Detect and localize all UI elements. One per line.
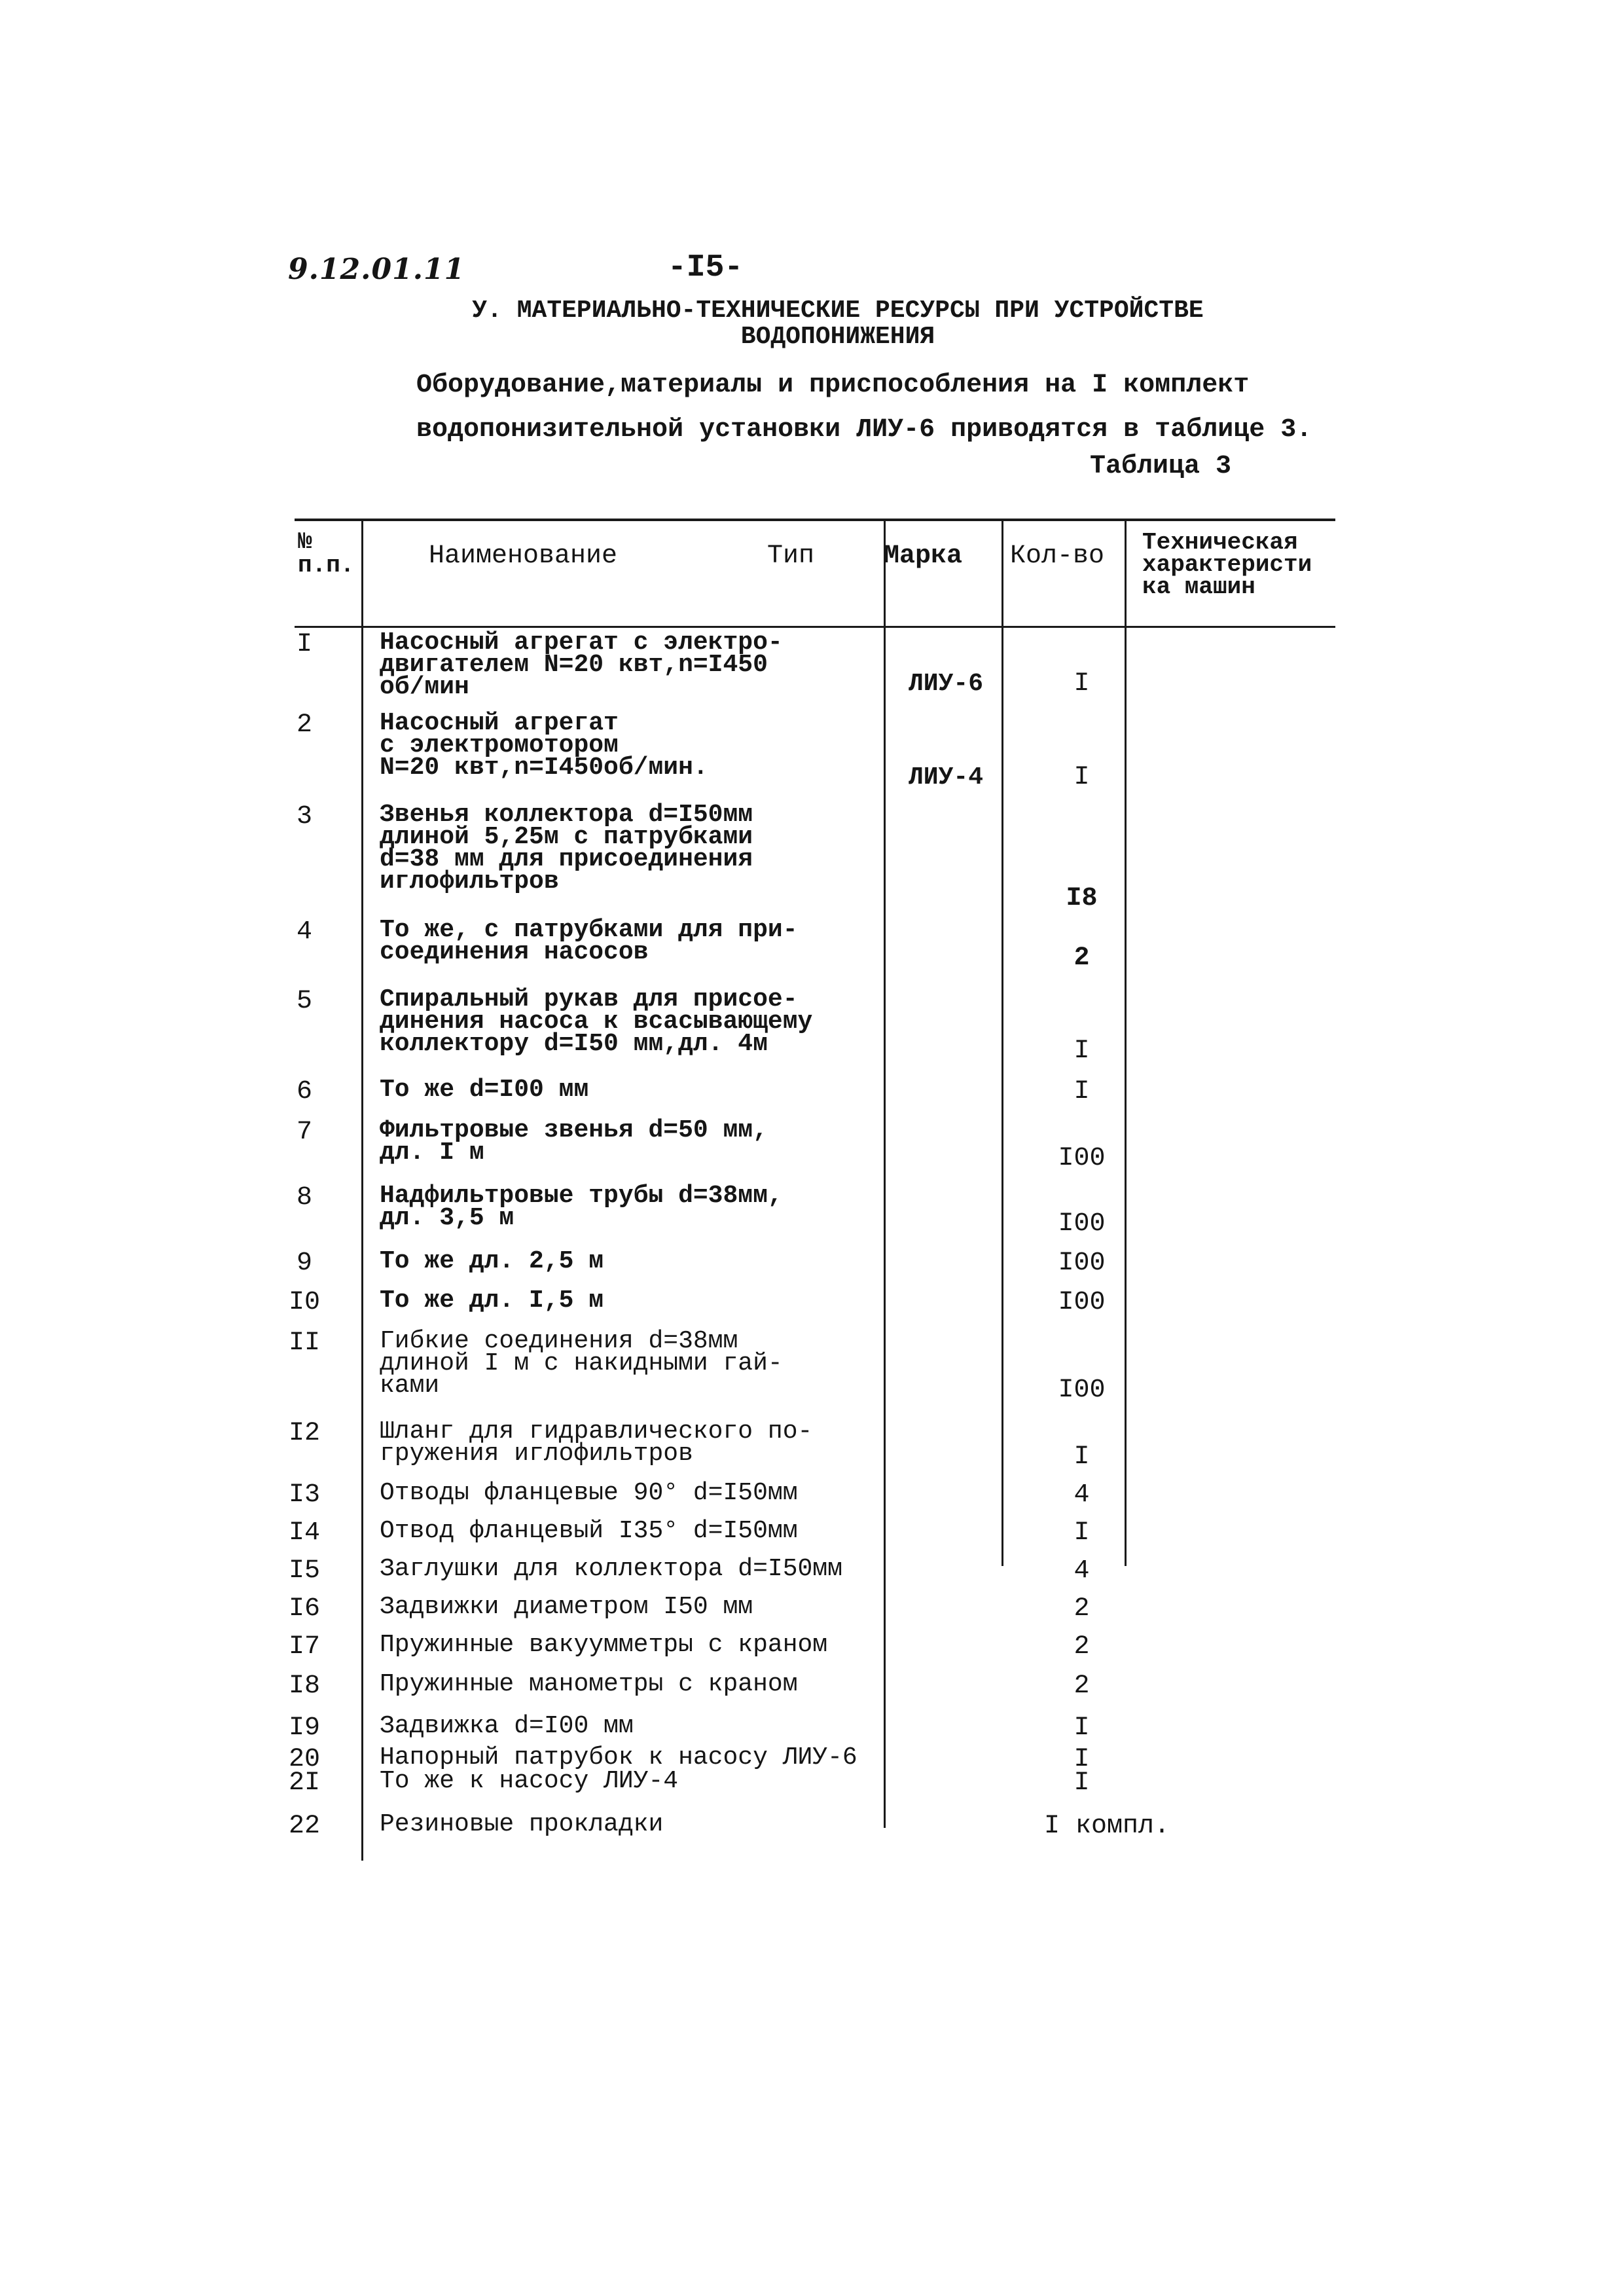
row-number: 7 <box>296 1118 312 1147</box>
table-label: Таблица 3 <box>1090 452 1232 481</box>
row-name: То же к насосу ЛИУ-4 <box>380 1767 679 1795</box>
row-qty: I <box>1074 1442 1090 1472</box>
row-name: Заглушки для коллектора d=I50мм <box>380 1555 842 1583</box>
intro-paragraph: Оборудование,материалы и приспособления на I комплект водопонизительной установки ЛИУ-6 приводятся в таблице 3. <box>416 371 1312 445</box>
table-header-bottom-border <box>295 626 1335 628</box>
row-number: 4 <box>296 917 312 947</box>
row-number: I2 <box>288 1419 320 1448</box>
row-qty: I <box>1074 1518 1090 1548</box>
row-qty: 2 <box>1074 1632 1090 1662</box>
row-name: Гибкие соединения d=38мм длиной I м с накидными гай- ками <box>380 1327 783 1400</box>
row-qty: 2 <box>1074 1671 1090 1701</box>
document-code: 9.12.01.11 <box>288 253 465 286</box>
row-qty: 4 <box>1074 1556 1090 1586</box>
row-qty: I компл. <box>1044 1812 1170 1841</box>
row-name: Спиральный рукав для присое- динения насоса к всасывающему коллектору d=I50 мм,дл. 4м <box>380 985 813 1058</box>
row-name: Насосный агрегат с электромотором N=20 квт,n=I450об/мин. <box>380 709 708 782</box>
row-name: Пружинные манометры с краном <box>380 1670 798 1698</box>
row-qty: I00 <box>1058 1376 1106 1405</box>
row-mark: ЛИУ-6 <box>908 670 984 698</box>
row-qty: I <box>1074 763 1090 792</box>
row-name: То же дл. 2,5 м <box>380 1247 604 1275</box>
row-name: Задвижки диаметром I50 мм <box>380 1593 753 1621</box>
row-qty: I00 <box>1058 1248 1106 1278</box>
column-divider-1 <box>361 519 363 1861</box>
row-number: I9 <box>288 1713 320 1743</box>
row-qty: I <box>1074 1745 1090 1774</box>
header-name: Наименование <box>429 541 618 571</box>
section-title: У. МАТЕРИАЛЬНО-ТЕХНИЧЕСКИЕ РЕСУРСЫ ПРИ УСТРОЙСТВЕ ВОДОПОНИЖЕНИЯ <box>472 297 1204 351</box>
row-number: 20 <box>288 1745 320 1774</box>
header-qty: Кол-во <box>1010 541 1105 571</box>
row-qty: I <box>1074 1036 1090 1066</box>
row-mark: ЛИУ-4 <box>908 763 984 792</box>
row-number: 3 <box>296 802 312 831</box>
row-number: 2 <box>296 710 312 740</box>
row-number: 9 <box>296 1248 312 1278</box>
row-qty: I <box>1074 1713 1090 1743</box>
header-number: № п.п. <box>298 528 355 579</box>
page-number: -I5- <box>668 250 744 285</box>
row-number: I8 <box>288 1671 320 1701</box>
row-number: I7 <box>288 1632 320 1662</box>
header-mark: Марка <box>884 541 963 571</box>
column-divider-3 <box>1001 519 1003 1566</box>
row-number: 2I <box>288 1768 320 1798</box>
row-name: То же d=I00 мм <box>380 1076 589 1104</box>
row-qty: I <box>1074 1077 1090 1106</box>
row-name: Звенья коллектора d=I50мм длиной 5,25м с патрубками d=38 мм для присоединения иглофильтров <box>380 801 753 896</box>
row-qty: 2 <box>1074 943 1090 973</box>
row-number: 5 <box>296 987 312 1016</box>
row-qty: 2 <box>1074 1594 1090 1624</box>
row-number: 6 <box>296 1077 312 1106</box>
row-name: Шланг для гидравлического по- гружения иглофильтров <box>380 1417 813 1468</box>
row-name: Надфильтровые трубы d=38мм, дл. 3,5 м <box>380 1182 783 1232</box>
row-name: Задвижка d=I00 мм <box>380 1712 634 1740</box>
row-number: I0 <box>288 1288 320 1317</box>
row-name: Отвод фланцевый I35° d=I50мм <box>380 1517 798 1545</box>
header-type: Тип <box>767 541 815 571</box>
row-number: I3 <box>288 1480 320 1510</box>
row-number: I <box>296 630 312 659</box>
row-name: Фильтровые звенья d=50 мм, дл. I м <box>380 1116 768 1167</box>
row-number: 8 <box>296 1183 312 1212</box>
row-name: То же, с патрубками для при- соединения насосов <box>380 916 798 966</box>
row-name: Пружинные вакуумметры с краном <box>380 1631 828 1659</box>
row-number: 22 <box>288 1812 320 1841</box>
row-qty: I00 <box>1058 1144 1106 1173</box>
row-number: II <box>288 1328 320 1358</box>
row-number: I6 <box>288 1594 320 1624</box>
row-qty: I <box>1074 1768 1090 1798</box>
row-number: I4 <box>288 1518 320 1548</box>
row-qty: I00 <box>1058 1209 1106 1239</box>
row-name: Напорный патрубок к насосу ЛИУ-6 <box>380 1743 857 1772</box>
row-qty: I <box>1074 669 1090 699</box>
row-number: I5 <box>288 1556 320 1586</box>
row-qty: I8 <box>1066 884 1098 913</box>
row-name: То же дл. I,5 м <box>380 1286 604 1315</box>
row-qty: I00 <box>1058 1288 1106 1317</box>
row-qty: 4 <box>1074 1480 1090 1510</box>
table-top-border <box>295 519 1335 521</box>
row-name: Резиновые прокладки <box>380 1810 664 1838</box>
row-name: Насосный агрегат с электро- двигателем N=20 квт,n=I450 об/мин <box>380 629 783 701</box>
header-tech: Техническая характеристи ка машин <box>1142 529 1312 600</box>
row-name: Отводы фланцевые 90° d=I50мм <box>380 1479 798 1507</box>
